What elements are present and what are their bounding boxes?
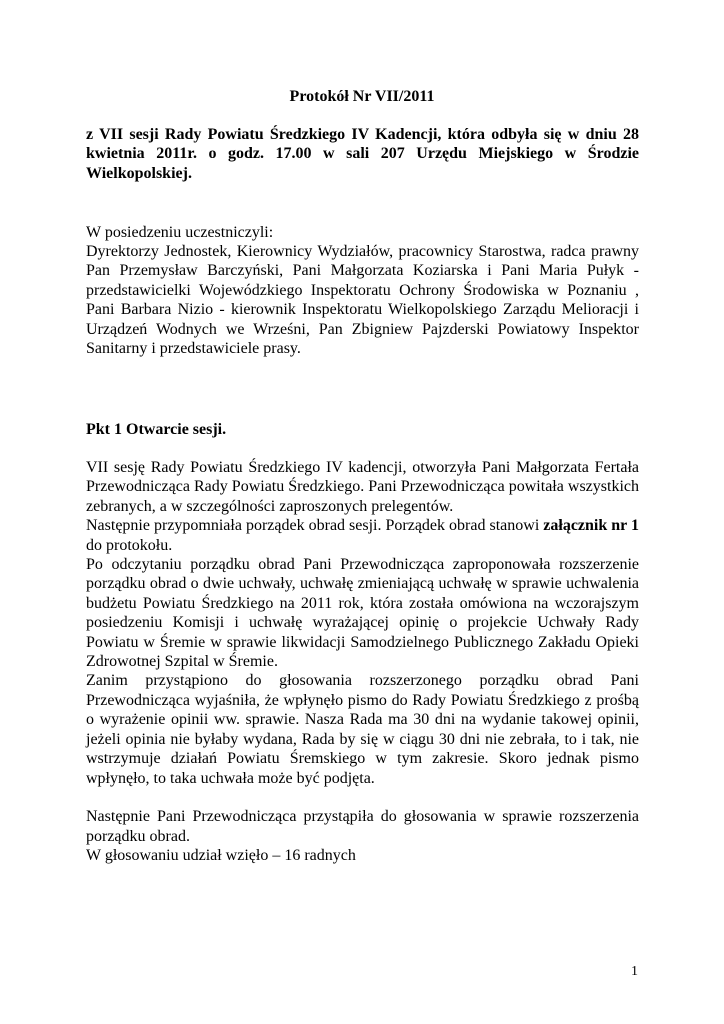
paragraph-extension: Po odczytaniu porządku obrad Pani Przewodnicząca zaproponowała rozszerzenie porządku obrad o dwie uchwały, uchwałę zmieniającą uchwałę w sprawie uchwalenia budżetu Powiatu Średzkiego na 2011 rok, która została omówiona na wczorajszym posiedzeniu Komisji i uchwałę wyrażającej opinię o projekcie Uchwały Rady Powiatu w Śremie w sprawie likwidacji Samodzielnego Publicznego Zakładu Opieki Zdrowotnej Szpital w Śremie. <box>86 556 639 671</box>
paragraph-explanation: Zanim przystąpiono do głosowania rozszerzonego porządku obrad Pani Przewodnicząca wyjaśniła, że wpłynęło pismo do Rady Powiatu Średzkiego z prośbą o wyrażenie opinii ww. sprawie. Nasza Rada ma 30 dni na wydanie takowej opinii, jeżeli opinia nie byłaby wydana, Rada by się w ciągu 30 dni nie zebrała, to i tak, nie wstrzymuje działań Powiatu Śremskiego w tym zakresie. Skoro jednak pismo wpłynęło, to taka uchwała może być podjęta. <box>86 672 639 787</box>
attachment-reference: załącznik nr 1 <box>543 517 640 535</box>
paragraph-agenda <box>86 516 639 555</box>
paragraph-vote-count: W głosowaniu udział wzięło – 16 radnych <box>86 847 356 865</box>
section-body <box>86 458 639 866</box>
section-heading: Pkt 1 Otwarcie sesji. <box>86 421 227 438</box>
paragraph-vote: Następnie Pani Przewodnicząca przystąpiła do głosowania w sprawie rozszerzenia porządku obrad. <box>86 808 639 845</box>
paragraph-agenda-start: Następnie przypomniała porządek obrad sesji. Porządek obrad stanowi <box>86 517 544 535</box>
page-number: 1 <box>631 964 638 979</box>
paragraph-agenda-end: do protokołu. <box>86 536 173 554</box>
session-subtitle: z VII sesji Rady Powiatu Średzkiego IV Kadencji, która odbyła się w dniu 28 kwietnia 2011r. o godz. 17.00 w sali 207 Urzędu Miejskiego w Środzie Wielkopolskiej. <box>86 126 639 182</box>
document-title: Protokół Nr VII/2011 <box>289 88 435 105</box>
attendees-list: Dyrektorzy Jednostek, Kierownicy Wydziałów, pracownicy Starostwa, radca prawny Pan Przemysław Barczyński, Pani Małgorzata Koziarska i Pani Maria Pułyk - przedstawicielki Wojewódzkiego Inspektoratu Ochrony Środowiska w Poznaniu , Pani Barbara Nizio - kierownik Inspektoratu Wielkopolskiego Zarządu Melioracji i Urządzeń Wodnych we Wrześni, Pan Zbigniew Pajzderski Powiatowy Inspektor Sanitarny i przedstawiciele prasy. <box>86 243 639 358</box>
attendees-heading: W posiedzeniu uczestniczyli: <box>86 224 274 241</box>
paragraph-opening: VII sesję Rady Powiatu Średzkiego IV kadencji, otworzyła Pani Małgorzata Fertała Przewodnicząca Rady Powiatu Średzkiego. Pani Przewodnicząca powitała wszystkich zebranych, a w szczególności zaproszonych prelegentów. <box>86 459 639 515</box>
